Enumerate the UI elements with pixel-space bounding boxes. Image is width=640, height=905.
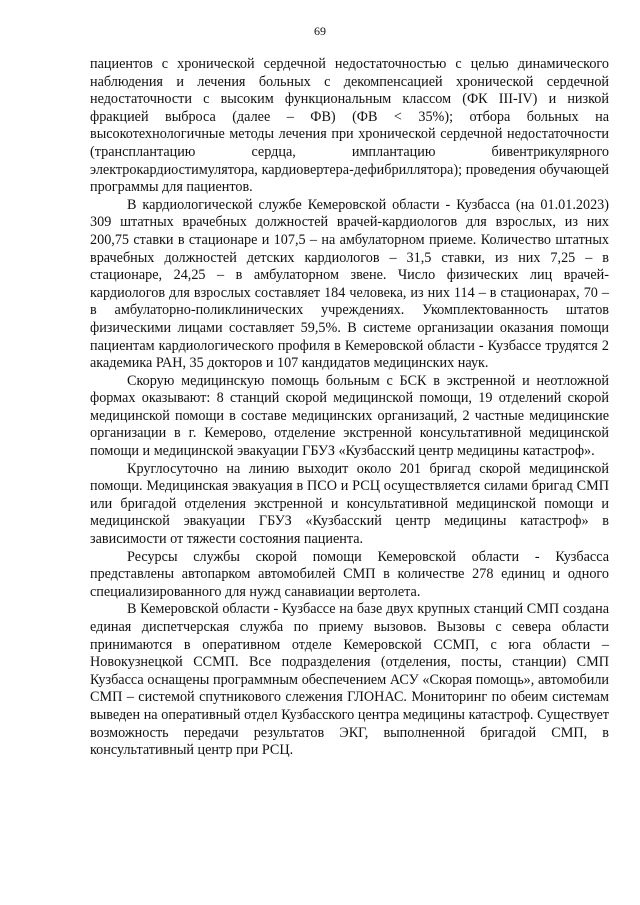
paragraph-emergency-care: Скорую медицинскую помощь больным с БСК в экстренной и неотложной формах оказывают: 8 станций скорой медицинской помощи, 19 отделений скорой медицинской помощи в составе медицинских организаций, 2 частные медицинские организации в г. Кемерово, отделение экстренной консультативной медицинской помощи и медицинской эвакуации ГБУЗ «Кузбасский центр медицины катастроф». <box>90 372 609 460</box>
page-number: 69 <box>314 24 326 38</box>
paragraph-cardiology-staff: В кардиологической службе Кемеровской области - Кузбасса (на 01.01.2023) 309 штатных врачебных должностей врачей-кардиологов для взрослых, из них 200,75 ставки в стационаре и 107,5 – на амбулаторном приеме. Количество штатных врачебных должностей детских кардиологов – 31,5 ставки, из них 7,25 – в стационаре, 24,25 – в амбулаторном звене. Число физических лиц врачей-кардиологов для взрослых составляет 184 человека, из них 114 – в стационарах, 70 – в амбулаторно-поликлинических учреждениях. Укомплектованность штатов физическими лицами составляет 59,5%. В системе организации оказания помощи пациентам кардиологического профиля в Кемеровской области - Кузбассе трудятся 2 академика РАН, 35 докторов и 107 кандидатов медицинских наук. <box>90 196 609 372</box>
paragraph-continuation: пациентов с хронической сердечной недостаточностью с целью динамического наблюдения и лечения больных с декомпенсацией хронической сердечной недостаточности с высоким функциональным классом (ФК III-IV) и низкой фракцией выброса (далее – ФВ) (ФВ < 35%); отбора больных на высокотехнологичные методы лечения при хронической сердечной недостаточности (трансплантацию сердца, имплантацию бивентрикулярного электрокардиостимулятора, кардиовертера-дефибриллятора); проведения обучающей программы для пациентов. <box>90 56 609 196</box>
paragraph-dispatch-service: В Кемеровской области - Кузбассе на базе двух крупных станций СМП создана единая диспетчерская служба по приему вызовов. Вызовы с севера области принимаются в оперативном отделе Кемеровской ССМП, с юга области – Новокузнецкой ССМП. Все подразделения (отделения, посты, станции) СМП Кузбасса оснащены программным обеспечением АСУ «Скорая помощь», автомобили СМП – системой спутникового слежения ГЛОНАС. Мониторинг по обеим системам выведен на оперативный отдел Кузбасского центра медицины катастроф. Существует возможность передачи результатов ЭКГ, выполненной бригадой СМП, в консультативный центр при РСЦ. <box>90 601 609 759</box>
paragraph-ambulance-resources: Ресурсы службы скорой помощи Кемеровской области - Кузбасса представлены автопарком автомобилей СМП в количестве 278 единиц и одного специализированного для нужд санавиации вертолета. <box>90 548 609 600</box>
paragraph-ambulance-teams: Круглосуточно на линию выходит около 201 бригад скорой медицинской помощи. Медицинская эвакуация в ПСО и РСЦ осуществляется силами бригад СМП или бригадой отделения экстренной и консультативной медицинской помощи и медицинской эвакуации ГБУЗ «Кузбасский центр медицины катастроф» в зависимости от тяжести состояния пациента. <box>90 460 609 548</box>
document-body <box>90 56 609 760</box>
